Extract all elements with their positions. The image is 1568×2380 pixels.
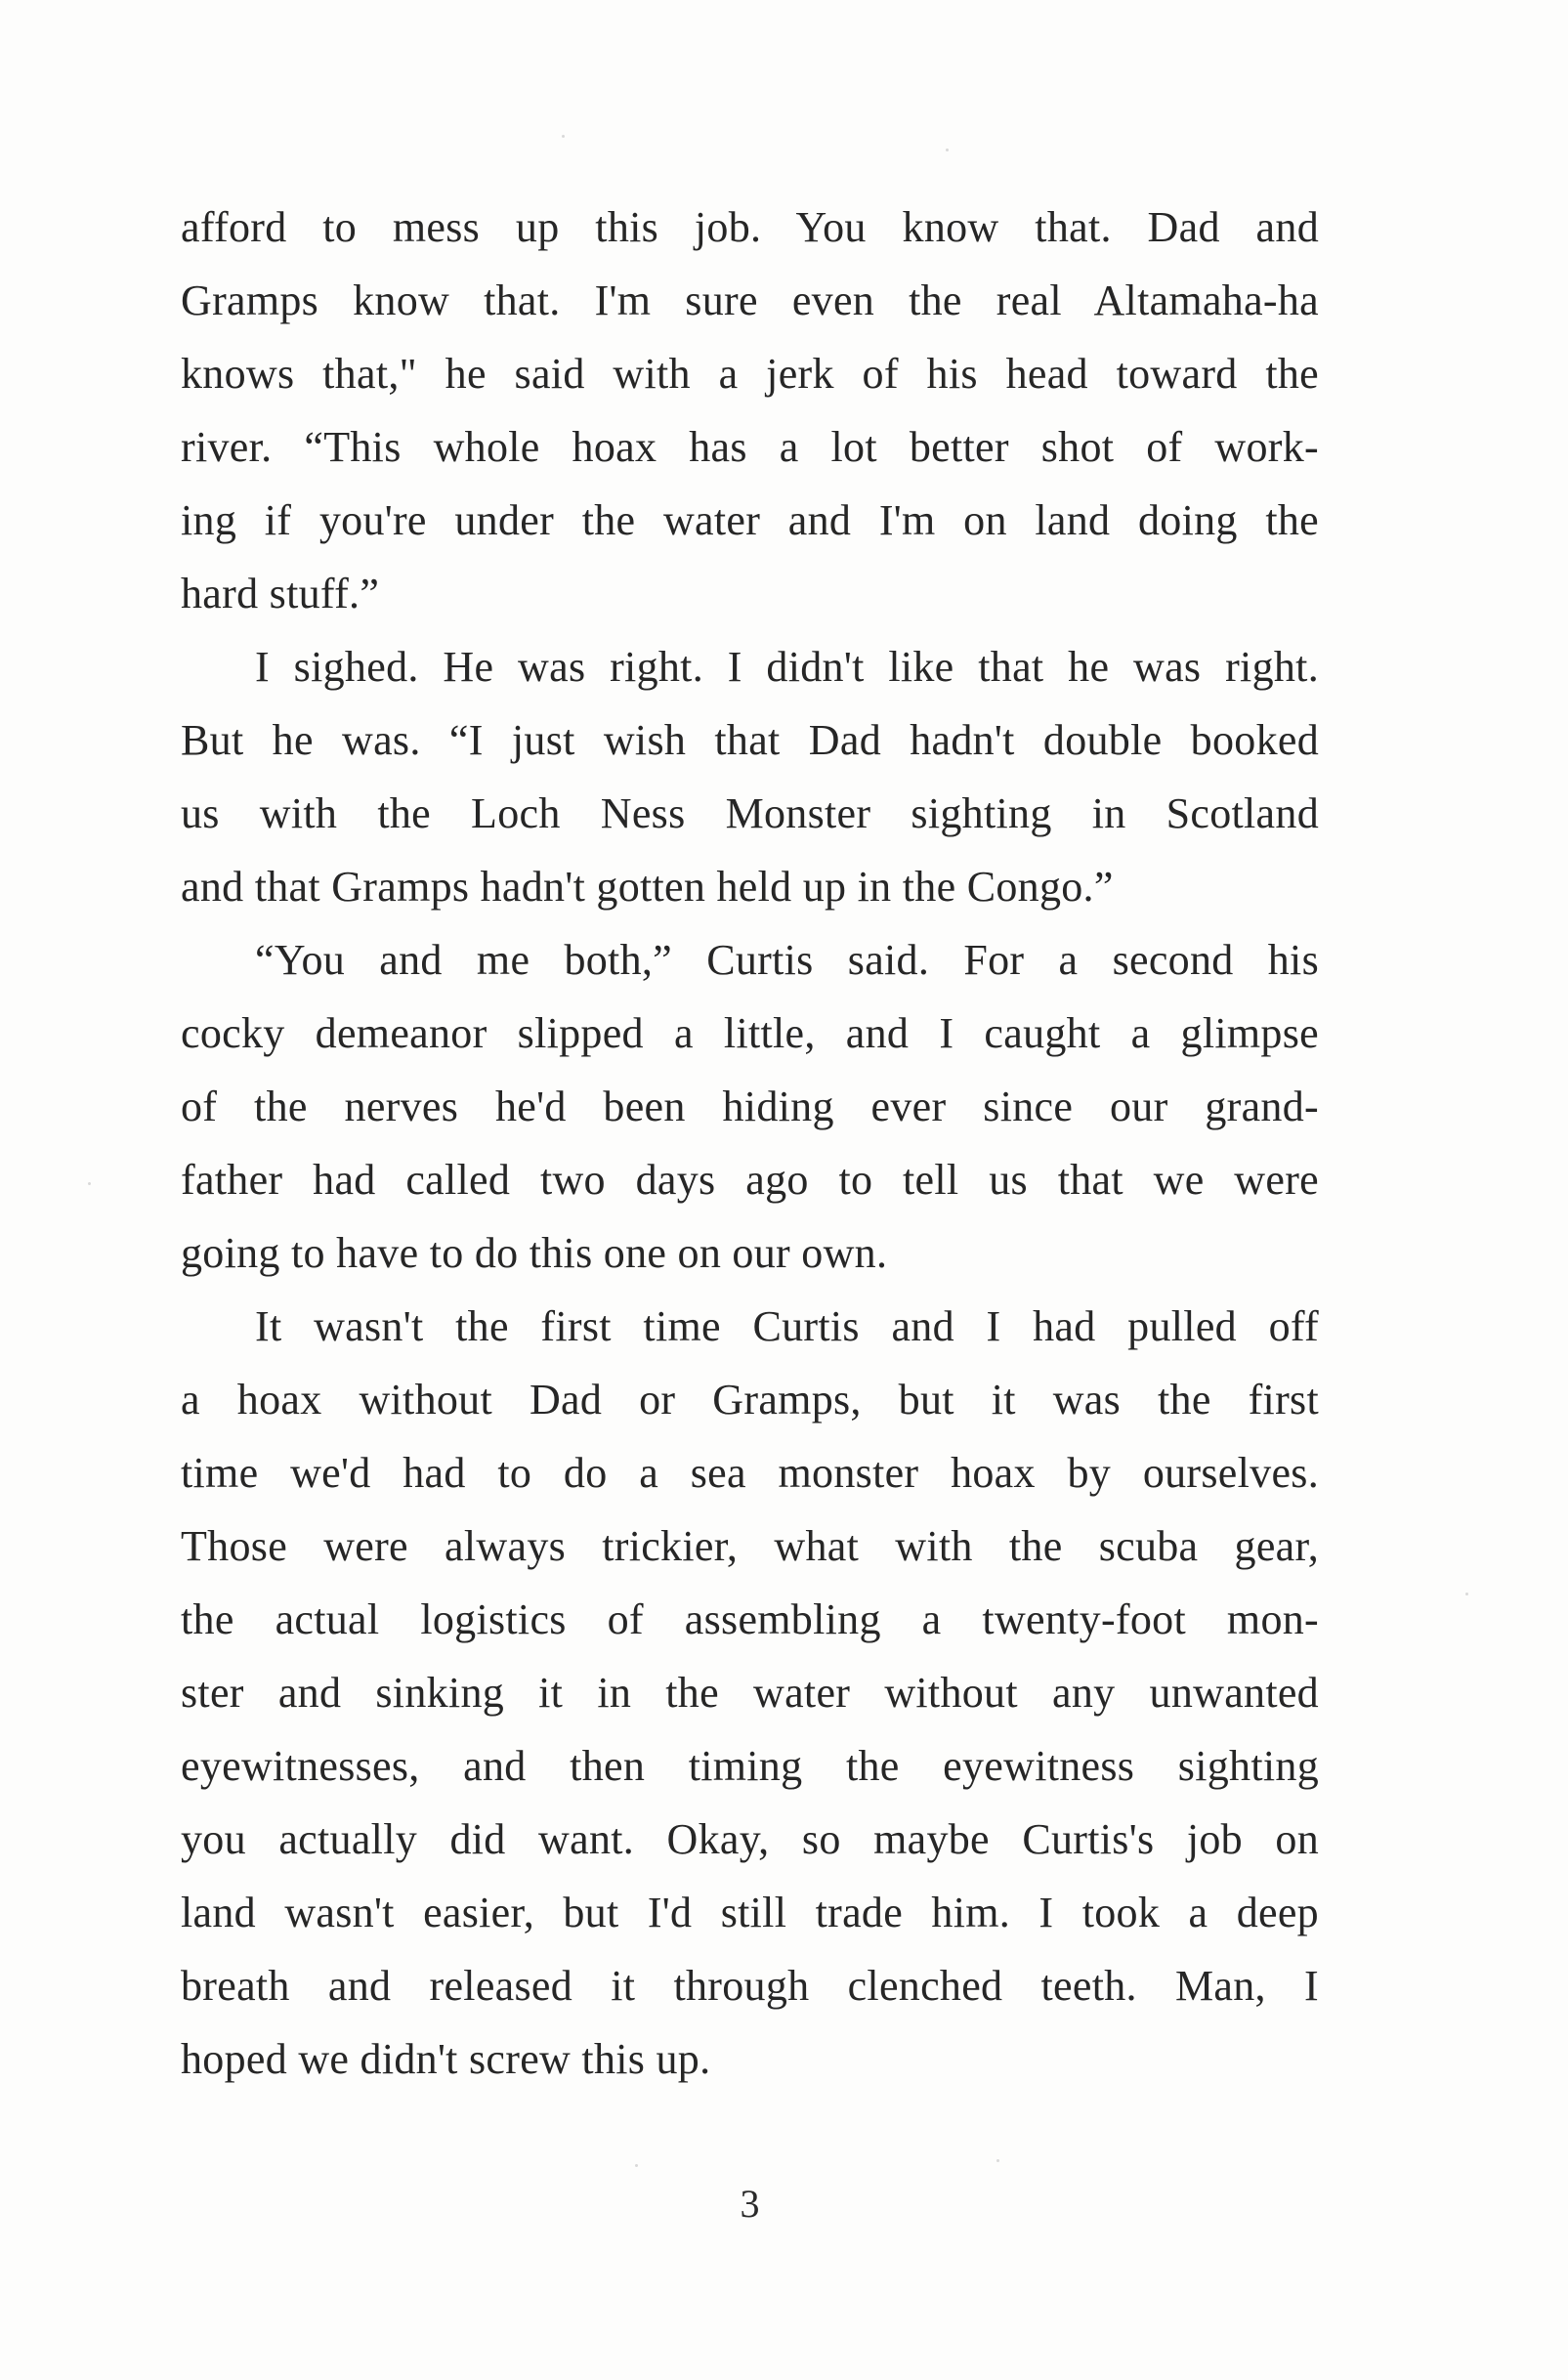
page-number: 3 [740, 2182, 760, 2226]
text-line: river. “This whole hoax has a lot better shot of work- [181, 423, 1319, 471]
text-line: But he was. “I just wish that Dad hadn't double booked [181, 716, 1319, 764]
text-line: ster and sinking it in the water without any unwanted [181, 1669, 1319, 1717]
text-line: breath and released it through clenched teeth. Man, I [181, 1962, 1319, 2010]
text-line: It wasn't the first time Curtis and I had pulled off [255, 1302, 1319, 1350]
text-line: cocky demeanor slipped a little, and I caught a glimpse [181, 1009, 1319, 1057]
text-line: “You and me both,” Curtis said. For a second his [255, 936, 1319, 984]
text-line: Those were always trickier, what with the scuba gear, [181, 1522, 1319, 1570]
text-line: land wasn't easier, but I'd still trade him. I took a deep [181, 1889, 1319, 1936]
scan-speck [562, 135, 565, 138]
text-line: and that Gramps hadn't gotten held up in the Congo.” [181, 863, 1114, 911]
scan-speck [88, 1182, 91, 1185]
text-line: hard stuff.” [181, 570, 380, 617]
text-line: ing if you're under the water and I'm on land doing the [181, 496, 1319, 544]
text-line: knows that," he said with a jerk of his head toward the [181, 350, 1319, 398]
text-line: I sighed. He was right. I didn't like that he was right. [255, 643, 1319, 691]
text-line: afford to mess up this job. You know that. Dad and [181, 203, 1319, 251]
text-line: going to have to do this one on our own. [181, 1229, 888, 1277]
text-line: time we'd had to do a sea monster hoax by ourselves. [181, 1449, 1319, 1497]
text-line: hoped we didn't screw this up. [181, 2035, 711, 2083]
text-line: us with the Loch Ness Monster sighting in Scotland [181, 789, 1319, 837]
text-line: Gramps know that. I'm sure even the real Altamaha-ha [181, 276, 1319, 324]
text-line: eyewitnesses, and then timing the eyewitness sighting [181, 1742, 1319, 1790]
text-line: father had called two days ago to tell us that we were [181, 1156, 1319, 1204]
text-line: you actually did want. Okay, so maybe Curtis's job on [181, 1815, 1319, 1863]
scan-speck [996, 2159, 999, 2162]
scan-speck [1465, 1593, 1468, 1595]
text-line: a hoax without Dad or Gramps, but it was the first [181, 1376, 1319, 1424]
scan-speck [635, 2164, 638, 2167]
text-line: of the nerves he'd been hiding ever since our grand- [181, 1083, 1319, 1130]
scan-speck [946, 149, 949, 151]
body-text [181, 191, 1319, 2096]
text-line: the actual logistics of assembling a twenty-foot mon- [181, 1595, 1319, 1643]
